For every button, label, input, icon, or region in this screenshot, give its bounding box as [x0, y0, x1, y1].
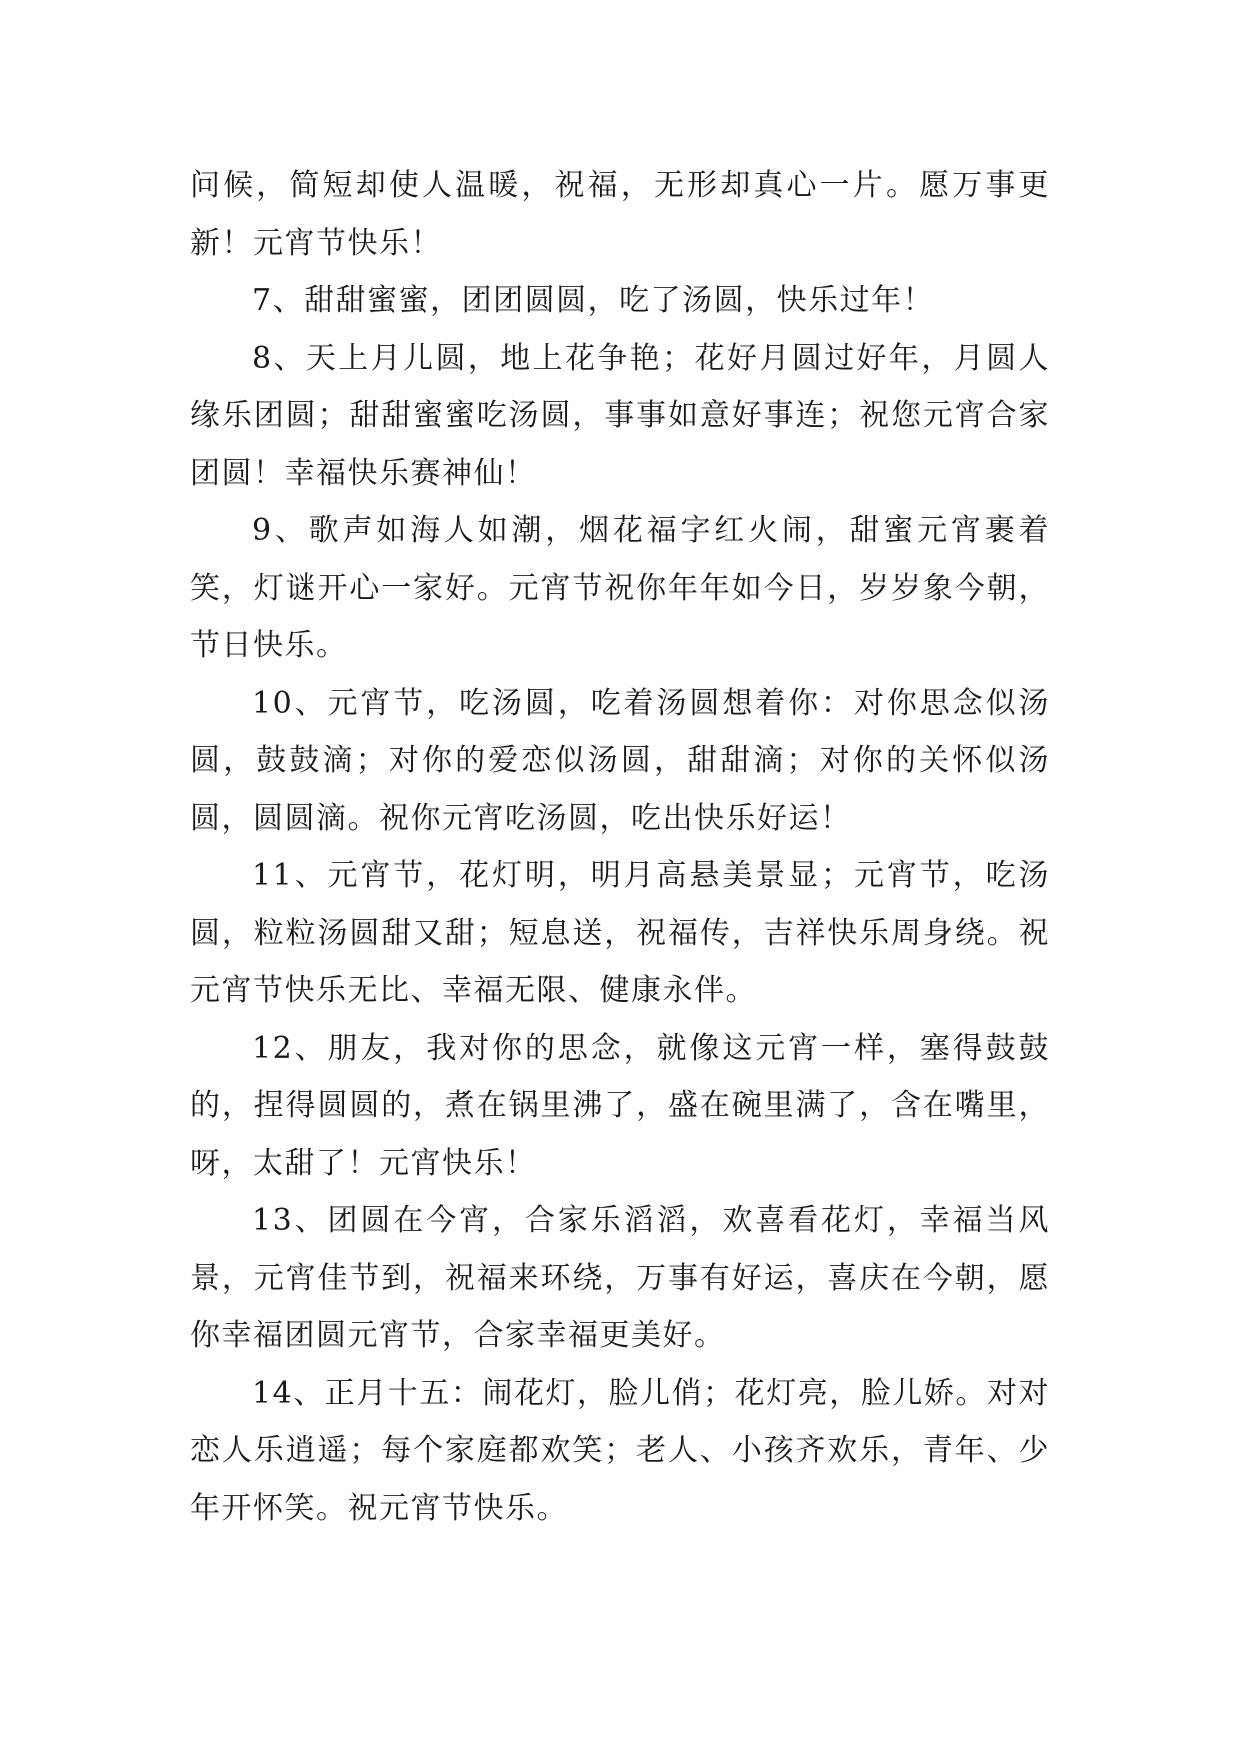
- paragraph-item-13: 13、团圆在今宵，合家乐滔滔，欢喜看花灯，幸福当风景，元宵佳节到，祝福来环绕，万事有好运，喜庆在今朝，愿你幸福团圆元宵节，合家幸福更美好。: [190, 1203, 1050, 1353]
- paragraph-continuation: 问候，简短却使人温暖，祝福，无形却真心一片。愿万事更新！元宵节快乐！: [190, 168, 1050, 261]
- document-body: [190, 157, 1050, 1537]
- paragraph-item-10: 10、元宵节，吃汤圆，吃着汤圆想着你：对你思念似汤圆，鼓鼓滴；对你的爱恋似汤圆，甜甜滴；对你的关怀似汤圆，圆圆滴。祝你元宵吃汤圆，吃出快乐好运！: [190, 685, 1050, 836]
- paragraph-item-14: 14、正月十五：闹花灯，脸儿俏；花灯亮，脸儿娇。对对恋人乐逍遥；每个家庭都欢笑；老人、小孩齐欢乐，青年、少年开怀笑。祝元宵节快乐。: [190, 1375, 1050, 1526]
- paragraph-item-8: 8、天上月儿圆，地上花争艳；花好月圆过好年，月圆人缘乐团圆；甜甜蜜蜜吃汤圆，事事如意好事连；祝您元宵合家团圆！幸福快乐赛神仙！: [190, 340, 1050, 491]
- paragraph-item-12: 12、朋友，我对你的思念，就像这元宵一样，塞得鼓鼓的，捏得圆圆的，煮在锅里沸了，盛在碗里满了，含在嘴里，呀，太甜了！元宵快乐！: [190, 1030, 1050, 1181]
- paragraph-item-7: 7、甜甜蜜蜜，团团圆圆，吃了汤圆，快乐过年！: [252, 283, 935, 318]
- paragraph-item-11: 11、元宵节，花灯明，明月高悬美景显；元宵节，吃汤圆，粒粒汤圆甜又甜；短息送，祝福传，吉祥快乐周身绕。祝元宵节快乐无比、幸福无限、健康永伴。: [190, 858, 1050, 1008]
- paragraph-item-9: 9、歌声如海人如潮，烟花福字红火闹，甜蜜元宵裹着笑，灯谜开心一家好。元宵节祝你年年如今日，岁岁象今朝，节日快乐。: [190, 513, 1050, 663]
